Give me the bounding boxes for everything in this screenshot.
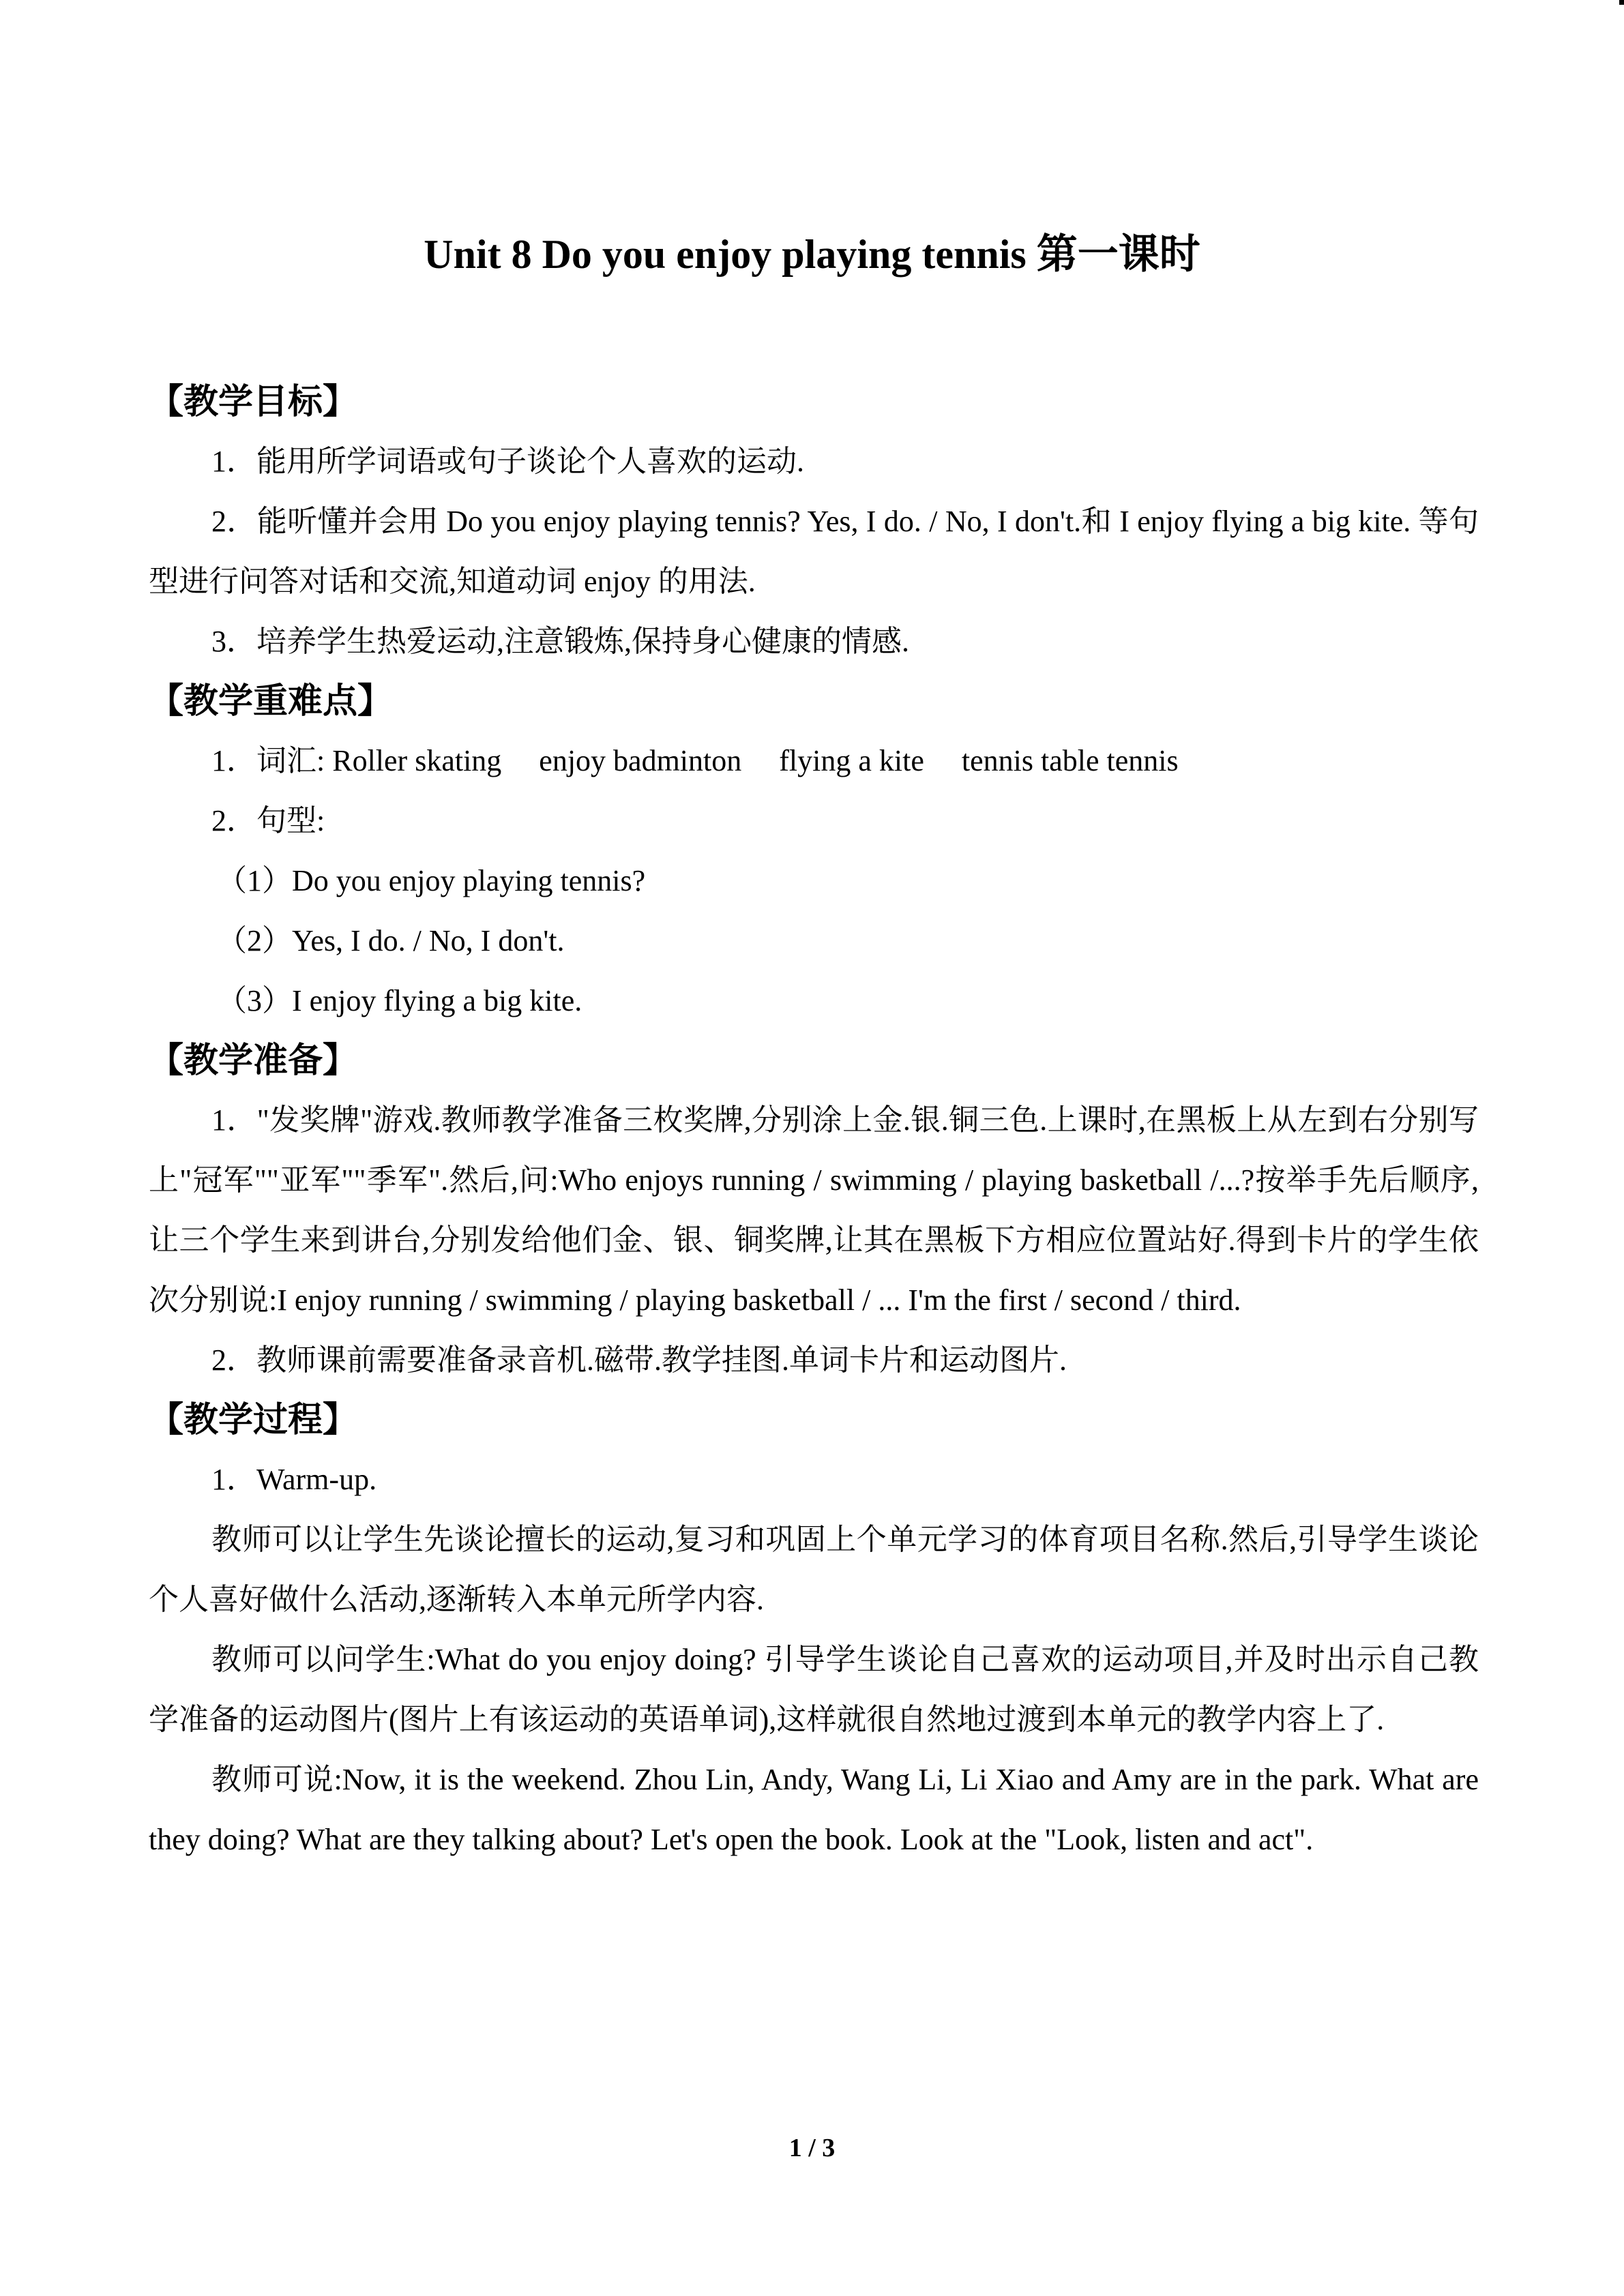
page-number: 1 / 3 — [788, 2134, 836, 2162]
sentence-item: （1）Do you enjoy playing tennis? — [217, 864, 646, 897]
preparation-heading: 【教学准备】 — [149, 1041, 358, 1081]
sentence-item: （2）Yes, I do. / No, I don't. — [217, 924, 565, 957]
preparation-item: 2．教师课前需要准备录音机.磁带.教学挂图.单词卡片和运动图片. — [211, 1343, 1067, 1377]
process-heading: 【教学过程】 — [149, 1400, 358, 1440]
page-title: Unit 8 Do you enjoy playing tennis 第一课时 — [424, 232, 1200, 277]
objective-item: 1．能用所学词语或句子谈论个人喜欢的运动. — [211, 445, 804, 478]
process-paragraph: 教师可以让学生先谈论擅长的运动,复习和巩固上个单元学习的体育项目名称.然后,引导学生谈论个人喜好做什么活动,逐渐转入本单元所学内容. — [149, 1523, 1479, 1616]
process-step: 1．Warm-up. — [211, 1463, 377, 1496]
sentence-item: （3）I enjoy flying a big kite. — [217, 984, 582, 1017]
process-paragraph: 教师可说:Now, it is the weekend. Zhou Lin, Andy, Wang Li, Li Xiao and Amy are in the park. What are they doing? What are they talking about? Let's open the book. Look at the "Look, listen and act". — [149, 1763, 1479, 1856]
objective-item: 2．能听懂并会用 Do you enjoy playing tennis? Yes, I do. / No, I don't.和 I enjoy flying a big kite. 等句型进行问答对话和交流,知道动词 enjoy 的用法. — [149, 505, 1479, 598]
corner-mark — [1619, 0, 1624, 5]
document-body — [149, 372, 1479, 1870]
sentence-label: 2．句型: — [211, 804, 325, 837]
vocab-item: 1．词汇: Roller skating enjoy badminton flying a kite tennis table tennis — [211, 744, 1179, 777]
process-paragraph: 教师可以问学生:What do you enjoy doing? 引导学生谈论自己喜欢的运动项目,并及时出示自己教学准备的运动图片(图片上有该运动的英语单词),这样就很自然地过渡到本单元的教学内容上了. — [149, 1643, 1479, 1736]
objectives-heading: 【教学目标】 — [149, 382, 358, 422]
key-points-heading: 【教学重难点】 — [149, 681, 393, 721]
objective-item: 3．培养学生热爱运动,注意锻炼,保持身心健康的情感. — [211, 625, 909, 658]
preparation-item: 1．"发奖牌"游戏.教师教学准备三枚奖牌,分别涂上金.银.铜三色.上课时,在黑板上从左到右分别写上"冠军""亚军""季军".然后,问:Who enjoys running / swimming / playing basketball /...?按举手先后顺序,让三个学生来到讲台,分别发给他们金、银、铜奖牌,让其在黑板下方相应位置站好.得到卡片的学生依次分别说:I enjoy running / swimming / playing basketball / ... I'm the first / second / third. — [149, 1103, 1479, 1317]
